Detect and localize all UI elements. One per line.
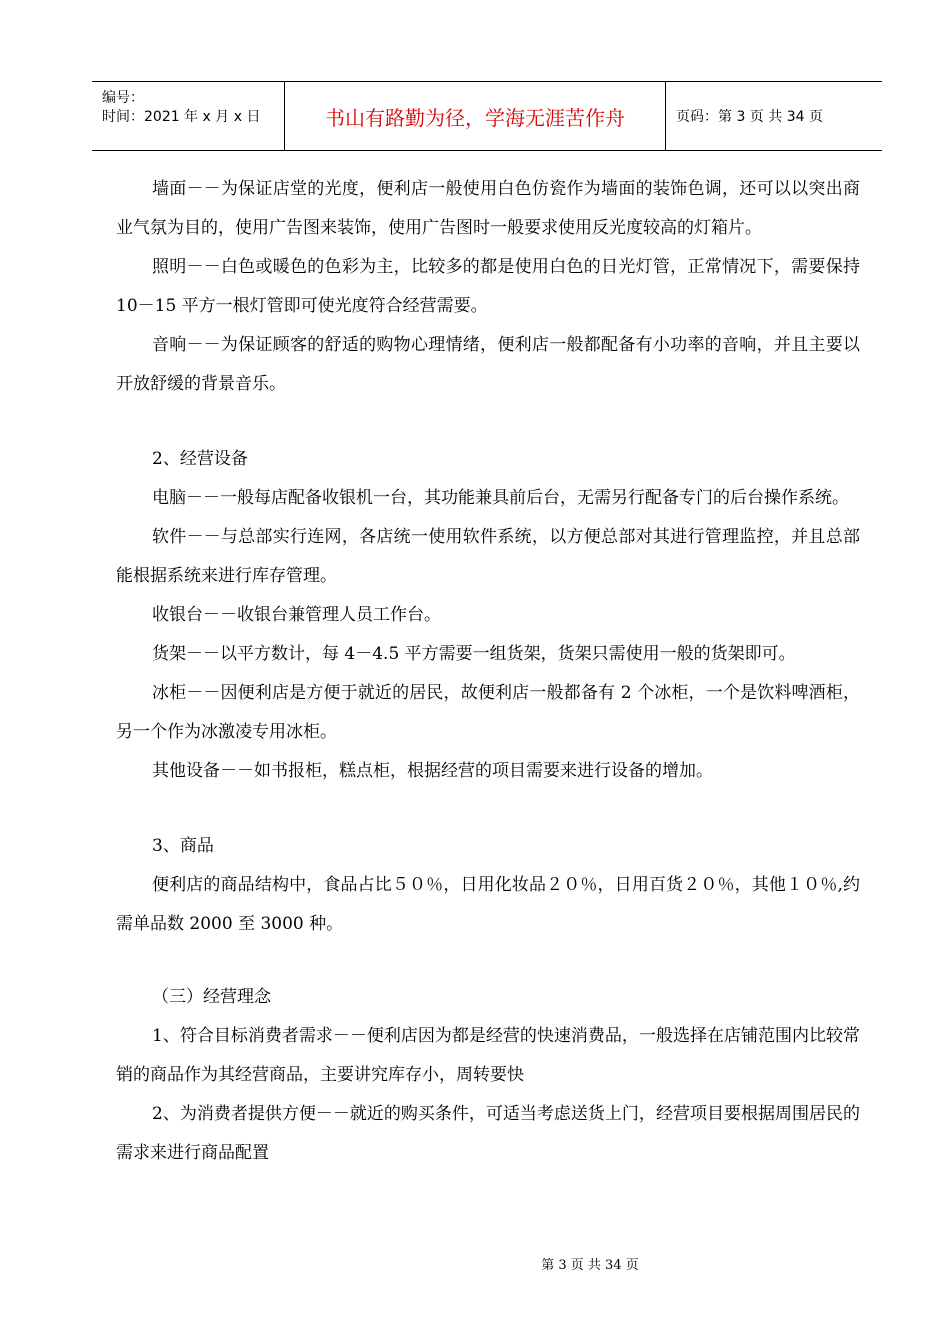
paragraph-audio: 音响－－为保证顾客的舒适的购物心理情绪，便利店一般都配备有小功率的音响，并且主要以开放舒缓的背景音乐。 — [116, 335, 860, 394]
document-body — [116, 170, 860, 1173]
paragraph-cashier: 收银台－－收银台兼管理人员工作台。 — [152, 605, 441, 625]
spacer — [116, 944, 860, 978]
section-heading-equipment: 2、经营设备 — [152, 449, 248, 469]
time-label: 时间：2021 年 x 月 x 日 — [102, 109, 261, 125]
header-divider — [665, 82, 666, 150]
header-motto: 书山有路勤为径，学海无涯苦作舟 — [325, 105, 625, 130]
header-page-number: 页码：第 3 页 共 34 页 — [676, 109, 823, 125]
spacer — [116, 791, 860, 827]
page-header — [92, 81, 882, 151]
paragraph-other-equipment: 其他设备－－如书报柜，糕点柜，根据经营的项目需要来进行设备的增加。 — [152, 761, 713, 781]
paragraph-goods-structure: 便利店的商品结构中，食品占比５０％，日用化妆品２０％，日用百货２０％，其他１０％,约需单品数 2000 至 3000 种。 — [116, 875, 860, 934]
header-meta — [92, 82, 284, 150]
page-footer — [0, 1254, 950, 1273]
paragraph-software: 软件－－与总部实行连网，各店统一使用软件系统，以方便总部对其进行管理监控，并且总部能根据系统来进行库存管理。 — [116, 527, 860, 586]
paragraph-convenience: 2、为消费者提供方便－－就近的购买条件，可适当考虑送货上门，经营项目要根据周围居民的需求来进行商品配置 — [116, 1104, 860, 1163]
paragraph-computer: 电脑－－一般每店配备收银机一台，其功能兼具前后台，无需另行配备专门的后台操作系统。 — [152, 488, 849, 508]
section-heading-goods: 3、商品 — [152, 836, 214, 856]
paragraph-wall: 墙面－－为保证店堂的光度，便利店一般使用白色仿瓷作为墙面的装饰色调，还可以以突出商业气氛为目的，使用广告图来装饰，使用广告图时一般要求使用反光度较高的灯箱片。 — [116, 179, 860, 238]
footer-page-number: 第 3 页 共 34 页 — [541, 1258, 639, 1273]
section-heading-philosophy: （三）经营理念 — [152, 987, 271, 1007]
paragraph-freezer: 冰柜－－因便利店是方便于就近的居民，故便利店一般都备有 2 个冰柜，一个是饮料啤酒柜，另一个作为冰激凌专用冰柜。 — [116, 683, 860, 742]
code-label: 编号： — [102, 90, 144, 106]
paragraph-shelves: 货架－－以平方数计，每 4－4.5 平方需要一组货架，货架只需使用一般的货架即可。 — [152, 644, 796, 664]
paragraph-consumer-needs: 1、符合目标消费者需求－－便利店因为都是经营的快速消费品，一般选择在店铺范围内比较常销的商品作为其经营商品，主要讲究库存小，周转要快 — [116, 1026, 860, 1085]
spacer — [116, 404, 860, 440]
paragraph-lighting: 照明－－白色或暖色的色彩为主，比较多的都是使用白色的日光灯管，正常情况下，需要保持 10－15 平方一根灯管即可使光度符合经营需要。 — [116, 257, 860, 316]
